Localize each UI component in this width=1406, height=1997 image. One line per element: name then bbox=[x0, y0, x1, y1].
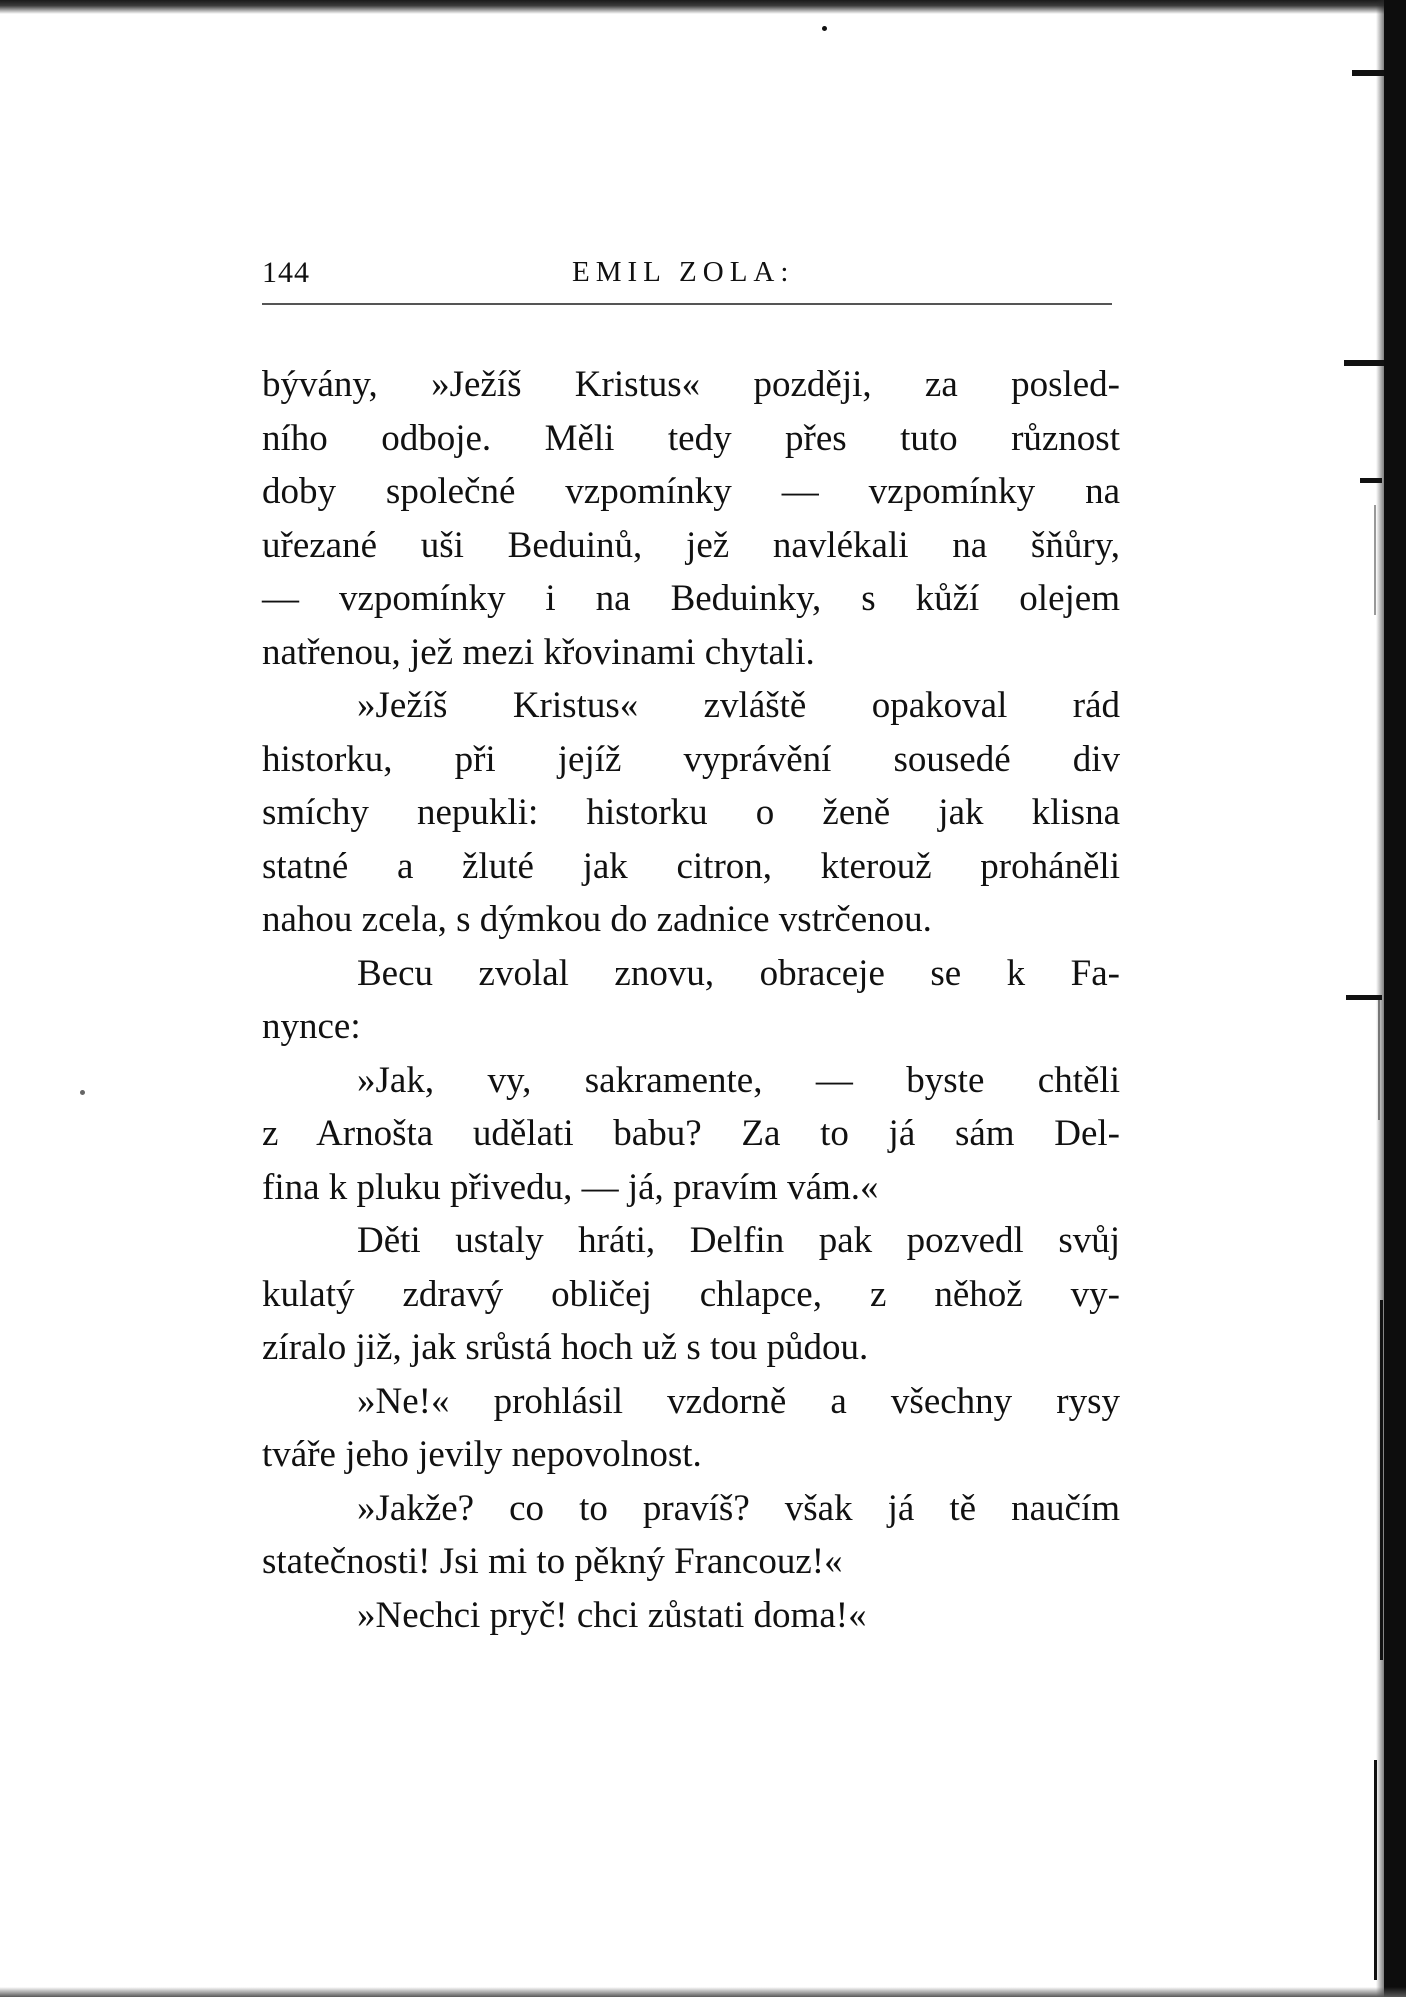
text-line: »Jak, vy, sakramente, — byste chtěli bbox=[357, 1059, 1120, 1101]
text-line: »Ježíš Kristus« zvláště opakoval rád bbox=[357, 685, 1120, 726]
text-line: doby společné vzpomínky — vzpomínky na bbox=[262, 471, 1120, 512]
paragraph bbox=[262, 947, 1120, 1054]
paragraph bbox=[262, 1054, 1120, 1215]
page-number: 144 bbox=[262, 256, 310, 289]
text-line: uřezané uši Beduinů, jež navlékali na šňůry, bbox=[262, 524, 1120, 566]
scan-mark bbox=[1360, 478, 1382, 483]
scan-mark bbox=[1380, 1300, 1383, 1660]
text-line: — vzpomínky i na Beduinky, s kůží olejem bbox=[262, 578, 1120, 619]
text-line: tváře jeho jevily nepovolnost. bbox=[262, 1434, 702, 1475]
text-line: »Ne!« prohlásil vzdorně a všechny rysy bbox=[357, 1380, 1120, 1422]
running-head: EMIL ZOLA: bbox=[572, 256, 795, 288]
text-line: »Nechci pryč! chci zůstati doma!« bbox=[357, 1594, 867, 1636]
text-line: smíchy nepukli: historku o ženě jak klisna bbox=[262, 792, 1120, 833]
text-line: »Jakže? co to pravíš? však já tě naučím bbox=[357, 1487, 1120, 1529]
text-line: statečnosti! Jsi mi to pěkný Francouz!« bbox=[262, 1541, 843, 1582]
text-line: historku, při jejíž vyprávění sousedé div bbox=[262, 738, 1120, 780]
body-text bbox=[262, 358, 1120, 1642]
text-line: fina k pluku přivedu, — já, pravím vám.« bbox=[262, 1166, 879, 1208]
paragraph bbox=[262, 1375, 1120, 1482]
text-line: natřenou, jež mezi křovinami chytali. bbox=[262, 631, 815, 673]
scan-mark bbox=[1374, 505, 1376, 615]
scan-mark bbox=[1344, 360, 1384, 366]
paragraph bbox=[262, 1482, 1120, 1589]
text-line: bývány, »Ježíš Kristus« později, za posled- bbox=[262, 364, 1120, 405]
header-rule bbox=[262, 303, 1112, 305]
scan-mark bbox=[1374, 1760, 1377, 1980]
book-page bbox=[262, 240, 1120, 1636]
scan-mark bbox=[1378, 1000, 1380, 1120]
paragraph bbox=[262, 679, 1120, 947]
scan-bottom-edge bbox=[0, 1987, 1406, 1997]
text-line: Děti ustaly hráti, Delfin pak pozvedl svůj bbox=[357, 1220, 1120, 1261]
text-line: statné a žluté jak citron, kterouž proháněli bbox=[262, 845, 1120, 887]
text-line: Becu zvolal znovu, obraceje se k Fa- bbox=[357, 952, 1120, 994]
scan-dot bbox=[80, 1090, 85, 1095]
text-line: ního odboje. Měli tedy přes tuto různost bbox=[262, 417, 1120, 459]
page-header bbox=[262, 240, 1120, 296]
scan-top-edge bbox=[0, 0, 1406, 14]
text-line: nynce: bbox=[262, 1006, 361, 1047]
text-line: zíralo již, jak srůstá hoch už s tou půdou. bbox=[262, 1327, 869, 1368]
text-line: kulatý zdravý obličej chlapce, z něhož vy- bbox=[262, 1273, 1120, 1315]
scan-mark bbox=[1352, 70, 1384, 76]
text-line: nahou zcela, s dýmkou do zadnice vstrčenou. bbox=[262, 899, 932, 940]
scan-dot bbox=[822, 26, 827, 31]
paragraph bbox=[262, 1214, 1120, 1375]
scan-right-border bbox=[1384, 0, 1406, 1997]
text-line: z Arnošta udělati babu? Za to já sám Del- bbox=[262, 1113, 1120, 1154]
paragraph bbox=[262, 1589, 1120, 1643]
scan-mark bbox=[1346, 995, 1382, 1000]
paragraph bbox=[262, 358, 1120, 679]
